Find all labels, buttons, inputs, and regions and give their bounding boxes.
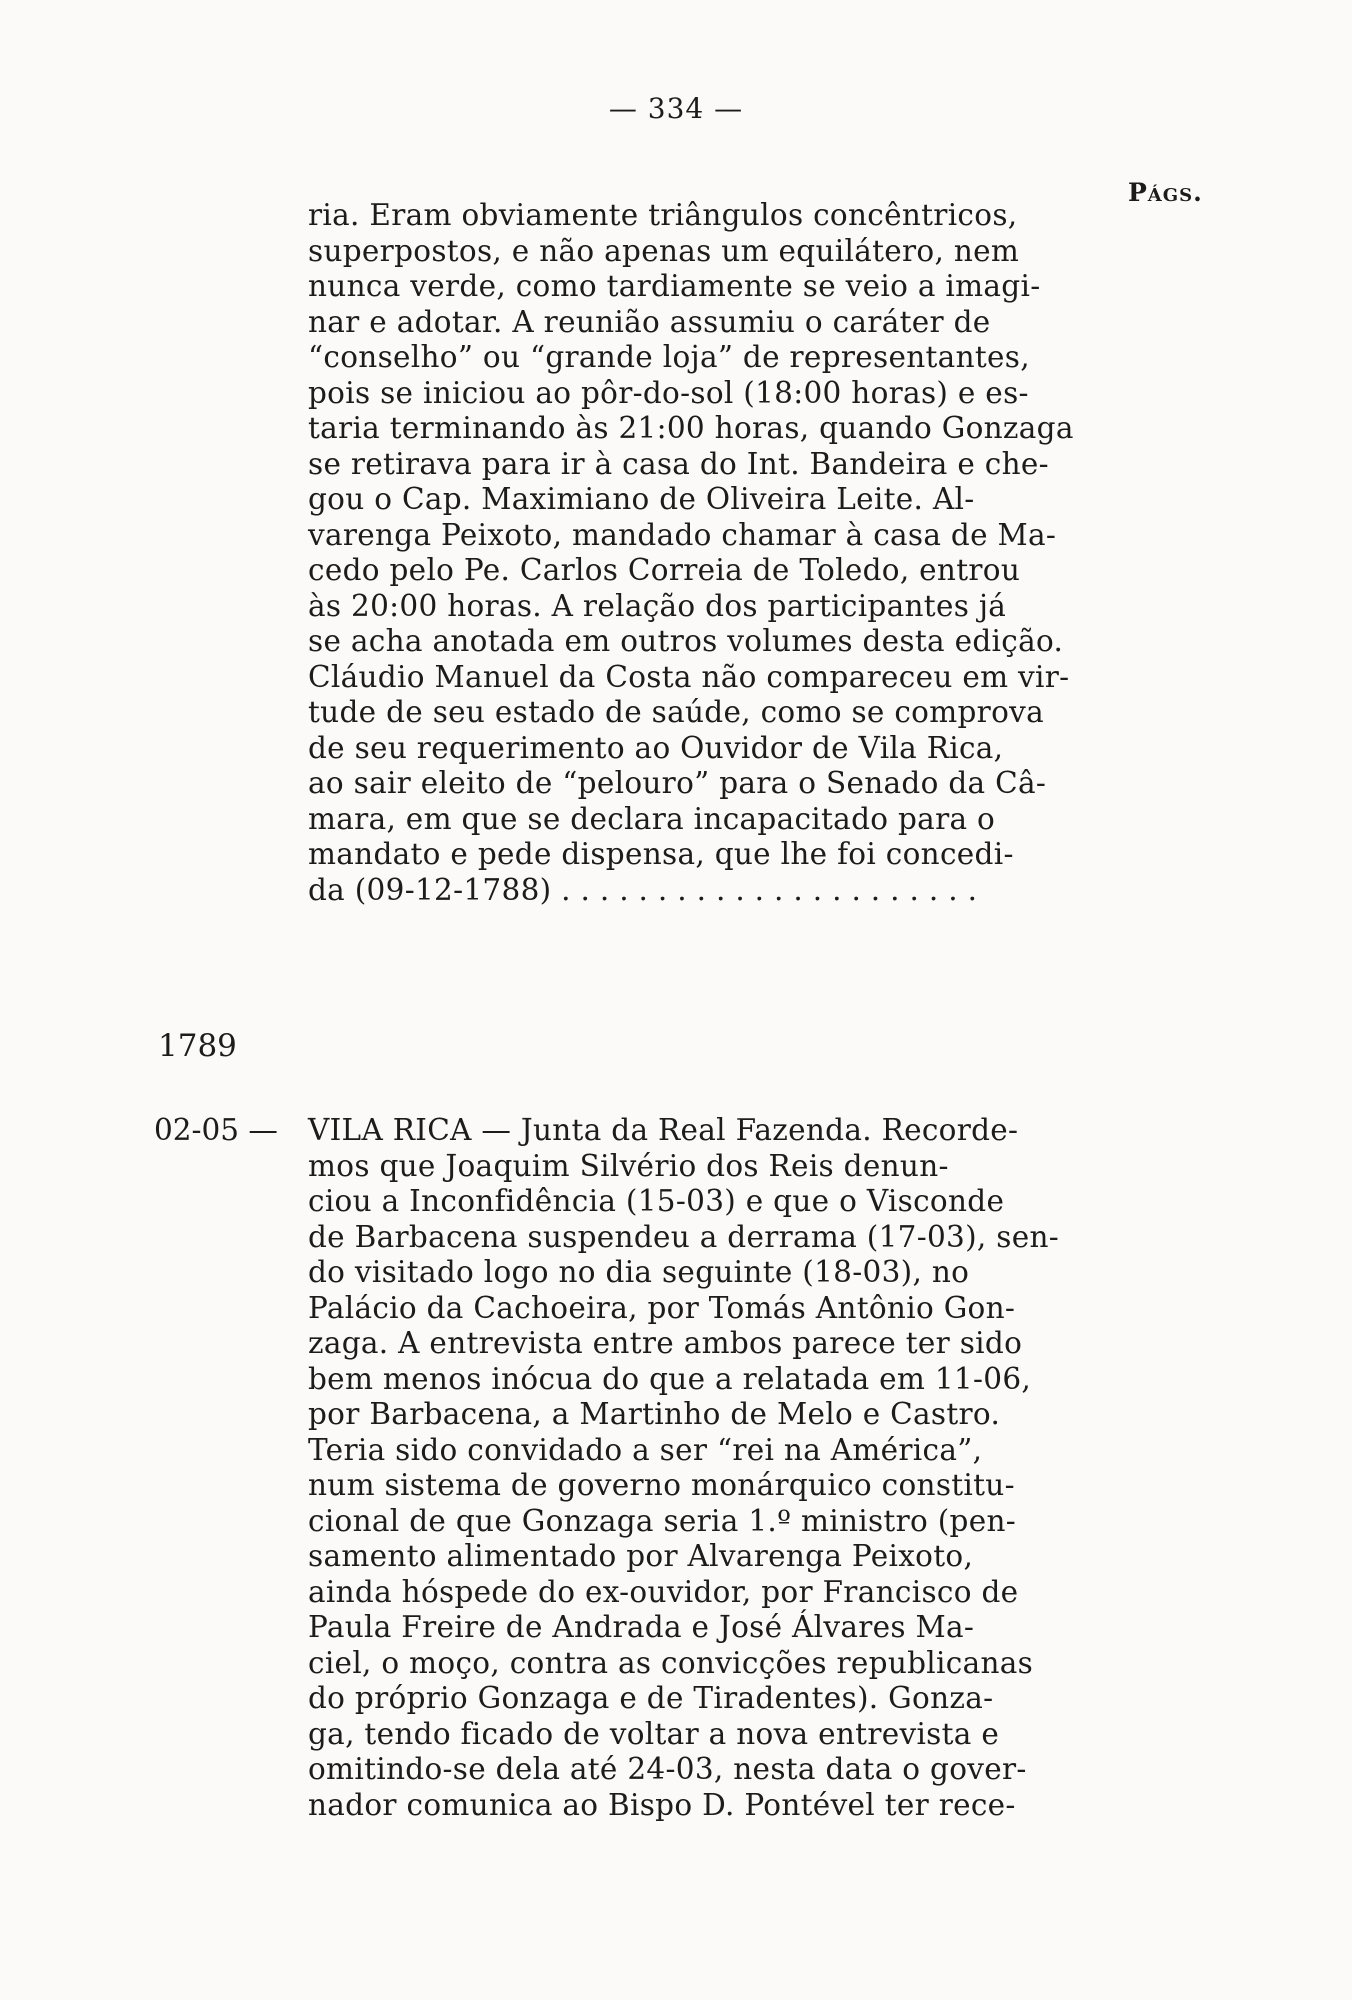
text-line: de Barbacena suspendeu a derrama (17-03), sen- [308,1219,1060,1254]
text-line: do próprio Gonzaga e de Tiradentes). Gonza- [308,1681,994,1715]
text-line: Paula Freire de Andrada e José Álvares Ma- [308,1610,975,1644]
text-line: ria. Eram obviamente triângulos concêntricos, [308,198,1018,232]
text-line: VILA RICA — Junta da Real Fazenda. Recorde- [308,1113,1019,1147]
text-line: “conselho” ou “grande loja” de representantes, [308,340,1030,374]
text-line: por Barbacena, a Martinho de Melo e Castro. [308,1397,1001,1431]
text-line: tude de seu estado de saúde, como se comprova [308,695,1044,729]
text-line: omitindo-se dela até 24-03, nesta data o gover- [308,1752,1027,1786]
text-line: nar e adotar. A reunião assumiu o caráter de [308,304,991,339]
text-line: ainda hóspede do ex-ouvidor, por Francisco de [308,1574,1019,1609]
text-line: Palácio da Cachoeira, por Tomás Antônio Gon- [308,1290,1016,1325]
text-line: mos que Joaquim Silvério dos Reis denun- [308,1148,949,1183]
text-line: num sistema de governo monárquico constitu- [308,1468,1015,1502]
text-line: zaga. A entrevista entre ambos parece ter sido [308,1326,1023,1360]
text-line: taria terminando às 21:00 horas, quando Gonzaga [308,411,1074,445]
text-line: superpostos, e não apenas um equilátero, nem [308,233,1020,268]
text-line: nunca verde, como tardiamente se veio a imagi- [308,269,1041,303]
text-line: cedo pelo Pe. Carlos Correia de Toledo, entrou [308,553,1021,587]
text-line: Teria sido convidado a ser “rei na América”, [308,1432,983,1467]
text-line: da (09-12-1788) . . . . . . . . . . . . . . . . . . . . . . [308,872,978,907]
text-line: ga, tendo ficado de voltar a nova entrevista e [308,1716,1000,1751]
year-heading: 1789 [158,1028,237,1064]
entry-date: 02-05 — [154,1113,278,1147]
text-line: gou o Cap. Maximiano de Oliveira Leite. Al- [308,482,975,516]
text-line: nador comunica ao Bispo D. Pontével ter rece- [308,1787,1016,1822]
text-line: de seu requerimento ao Ouvidor de Vila Rica, [308,730,1004,765]
text-line: bem menos inócua do que a relatada em 11-06, [308,1361,1032,1396]
text-line: Cláudio Manuel da Costa não compareceu em vir- [308,659,1070,694]
text-line: se acha anotada em outros volumes desta edição. [308,624,1064,658]
text-line: samento alimentado por Alvarenga Peixoto, [308,1539,974,1573]
page-number: — 334 — [608,92,744,125]
text-line: varenga Peixoto, mandado chamar à casa de Ma- [308,517,1057,552]
text-line: pois se iniciou ao pôr-do-sol (18:00 horas) e es- [308,375,1029,410]
pages-column-label: Págs. [1128,178,1203,207]
text-line: se retirava para ir à casa do Int. Bandeira e che- [308,446,1049,481]
text-line: ciou a Inconfidência (15-03) e que o Visconde [308,1184,1005,1218]
text-line: ao sair eleito de “pelouro” para o Senado da Câ- [308,766,1047,800]
entry-paragraph-continued [308,198,1074,908]
text-line: às 20:00 horas. A relação dos participantes já [308,588,1007,623]
text-line: mara, em que se declara incapacitado para o [308,801,996,836]
text-line: ciel, o moço, contra as convicções republicanas [308,1645,1034,1680]
entry-paragraph [308,1113,1059,1823]
text-line: do visitado logo no dia seguinte (18-03), no [308,1255,970,1289]
text-line: mandato e pede dispensa, que lhe foi concedi- [308,837,1014,871]
text-line: cional de que Gonzaga seria 1.º ministro (pen- [308,1503,1017,1538]
